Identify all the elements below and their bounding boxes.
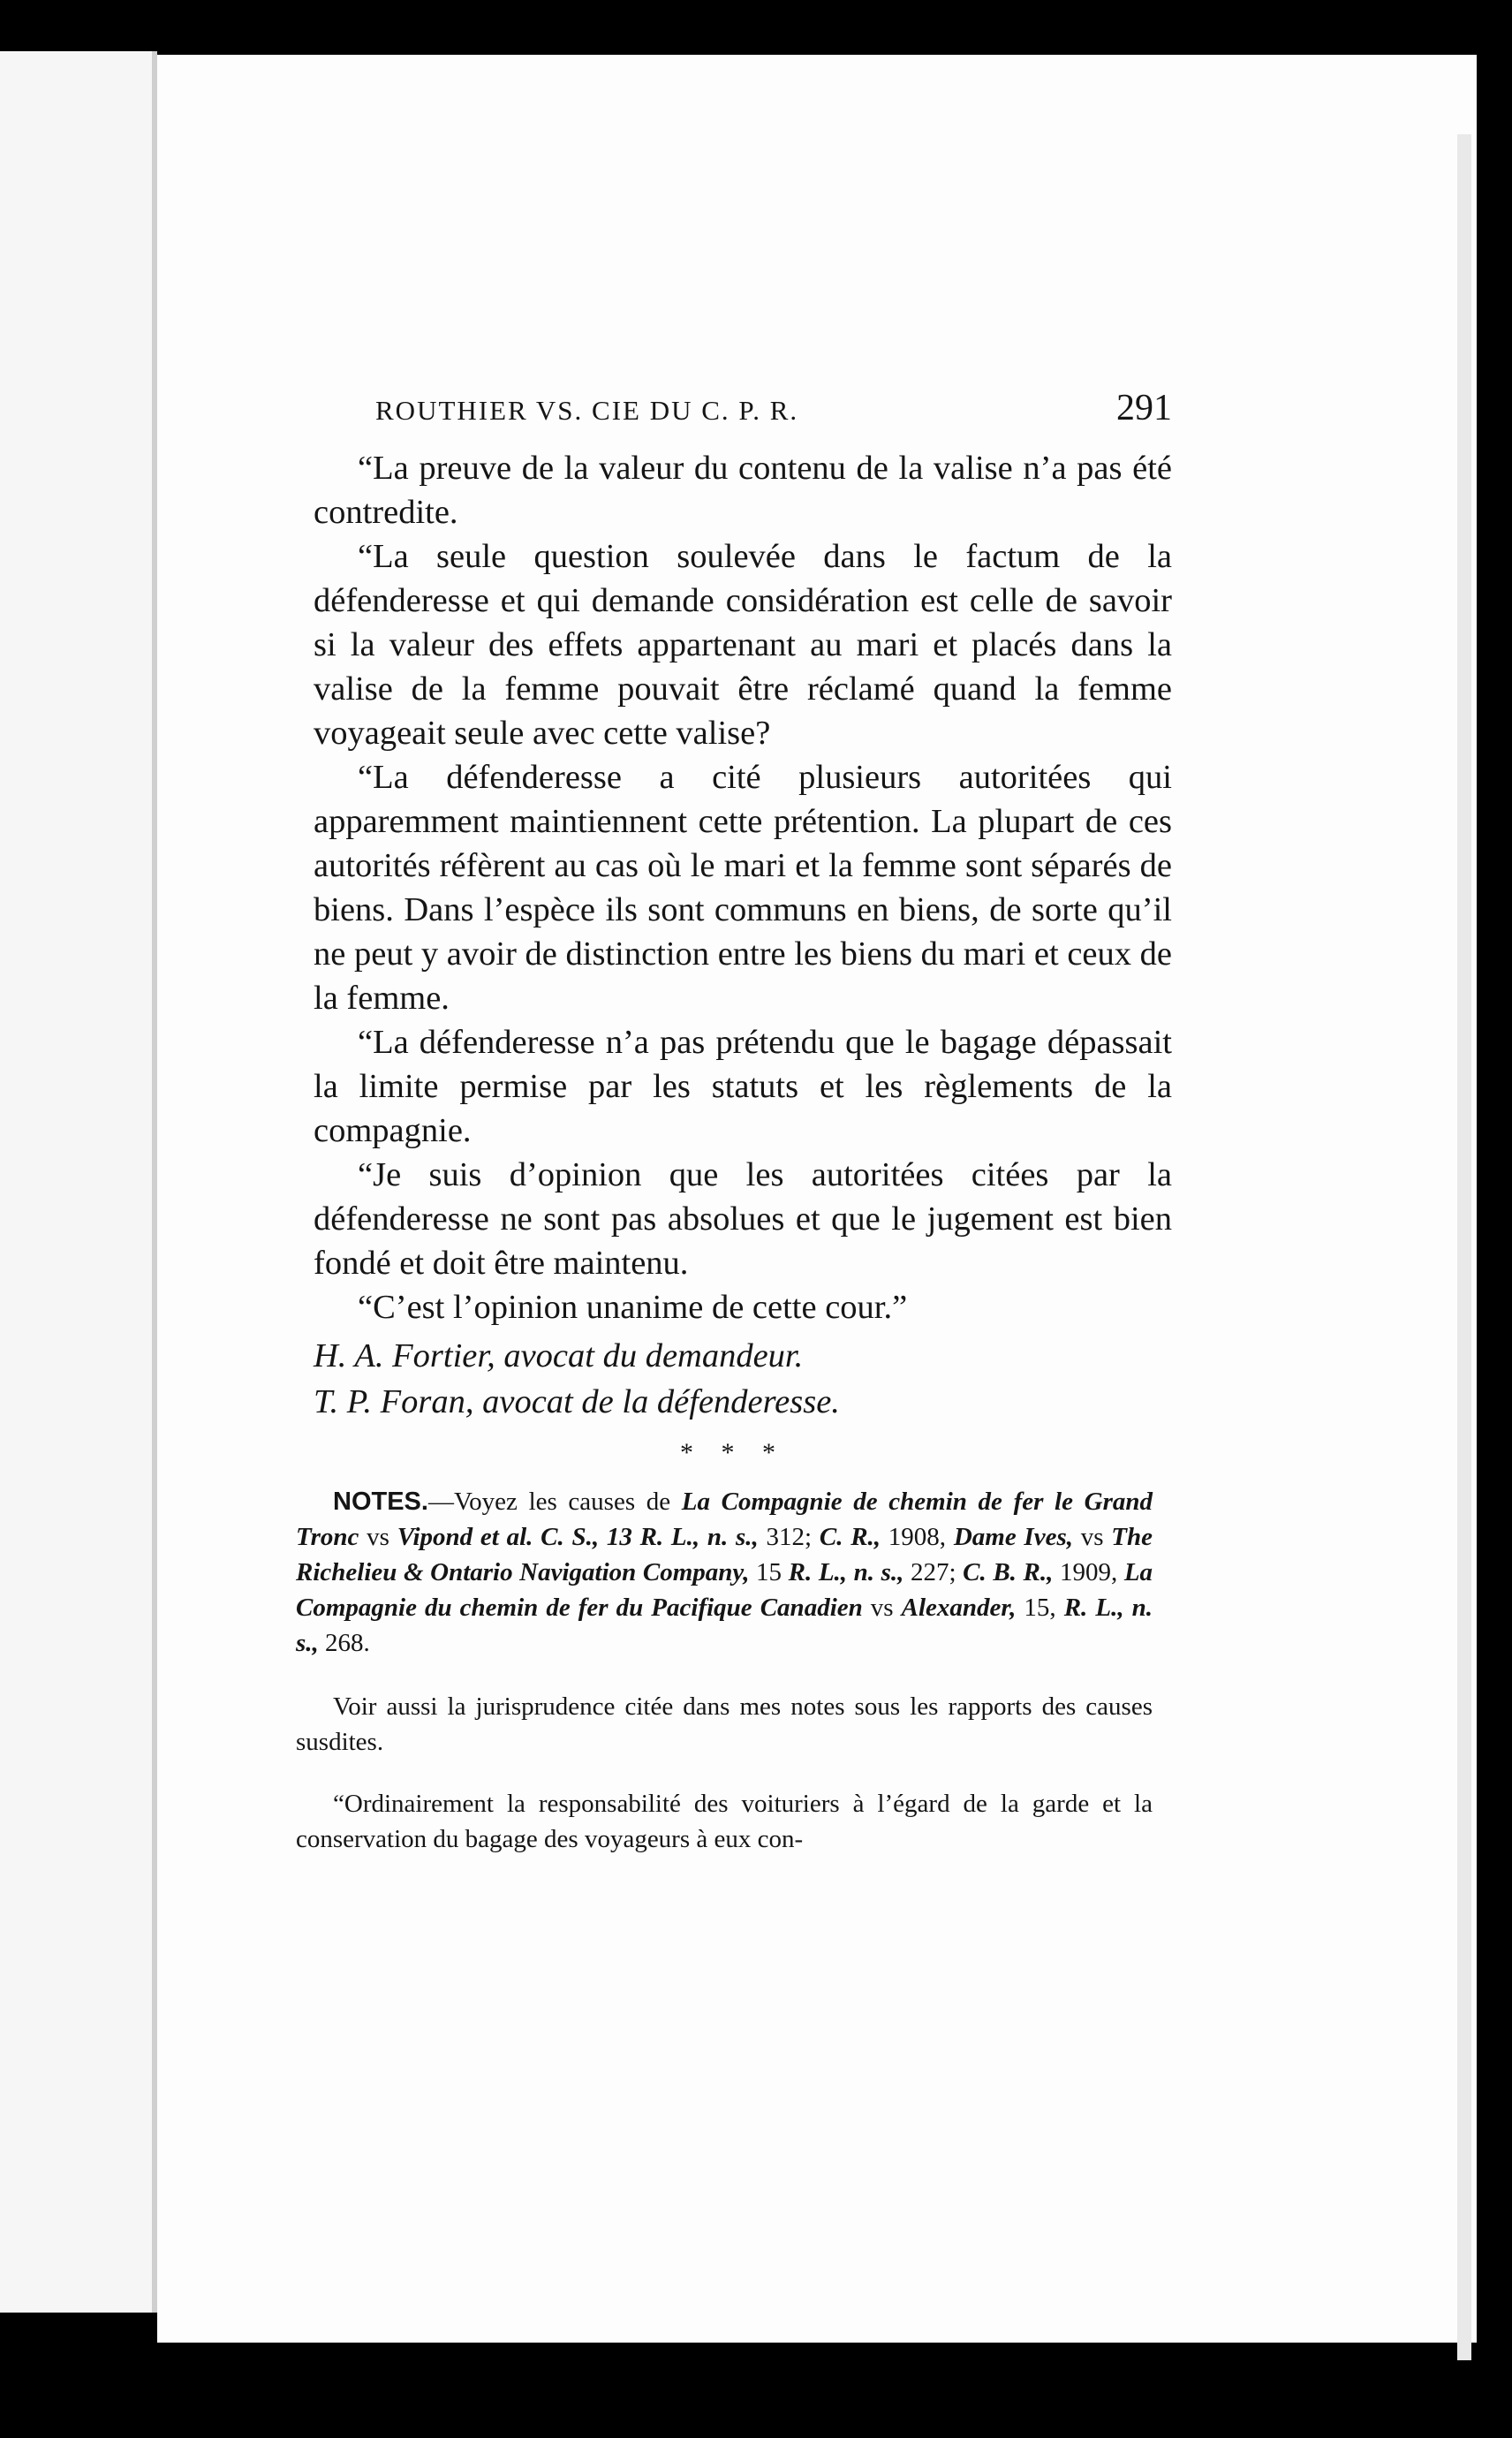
notes-citation: The Richelieu & Ontario Navigation Company, bbox=[296, 1523, 1153, 1586]
notes-text: —Voyez les causes de bbox=[427, 1488, 682, 1516]
notes-text: 227; bbox=[903, 1558, 964, 1586]
running-title: ROUTHIER VS. CIE DU C. P. R. bbox=[375, 395, 799, 426]
paragraph: “La seule question soulevée dans le factum de la défenderesse et qui demande considération est celle de savoir si la valeur des effets appartenant au mari et placés dans la valise de la femme pouvait être réclamé quand la femme voyageait seule avec cette valise? bbox=[314, 538, 1172, 752]
notes-text: vs bbox=[359, 1523, 397, 1551]
notes-paragraph: “Ordinairement la responsabilité des voituriers à l’égard de la garde et la conservation du bagage des voyageurs à eux con- bbox=[296, 1790, 1153, 1853]
notes-label: NOTES. bbox=[333, 1488, 428, 1516]
notes-text: 268. bbox=[318, 1629, 370, 1657]
signature-line: H. A. Fortier, avocat du demandeur. bbox=[314, 1337, 804, 1374]
signature-line: T. P. Foran, avocat de la défenderesse. bbox=[314, 1383, 840, 1420]
notes-text: 312; bbox=[758, 1523, 820, 1551]
notes-citation: La Compagnie du chemin de fer du Pacifique Canadien bbox=[296, 1558, 1153, 1622]
notes-text: vs bbox=[862, 1594, 902, 1622]
left-page-margin bbox=[0, 51, 157, 2313]
notes-text: 15, bbox=[1016, 1594, 1064, 1622]
notes-citation: La Compagnie de chemin de fer le Grand Tronc bbox=[296, 1488, 1153, 1551]
paragraph: “La défenderesse a cité plusieurs autoritées qui apparemment maintiennent cette prétention. La plupart de ces autorités réfèrent au cas où le mari et la femme sont séparés de biens. Dans l’espèce ils sont communs en biens, de sorte qu’il ne peut y avoir de distinction entre les biens du mari et ceux de la femme. bbox=[314, 759, 1172, 1017]
notes-paragraph bbox=[296, 1484, 1153, 1661]
running-header bbox=[375, 387, 1172, 431]
page-number: 291 bbox=[1116, 388, 1172, 428]
section-separator: * * * bbox=[680, 1438, 786, 1467]
paragraph: “La défenderesse n’a pas prétendu que le bagage dépassait la limite permise par les statuts et les règlements de la compagnie. bbox=[314, 1024, 1172, 1149]
notes-citation: Vipond et al. C. S., 13 R. L., n. s., bbox=[397, 1523, 759, 1551]
notes-section bbox=[296, 1484, 1153, 1857]
notes-text: 1909, bbox=[1053, 1558, 1124, 1586]
notes-paragraph: Voir aussi la jurisprudence citée dans mes notes sous les rapports des causes susdites. bbox=[296, 1692, 1153, 1756]
notes-citation: C. B. R., bbox=[963, 1558, 1054, 1586]
notes-text: vs bbox=[1073, 1523, 1112, 1551]
paragraph: “La preuve de la valeur du contenu de la valise n’a pas été contredite. bbox=[314, 450, 1172, 531]
notes-text: 1908, bbox=[881, 1523, 954, 1551]
notes-citation: R. L., n. s., bbox=[788, 1558, 904, 1586]
notes-text: 15 bbox=[749, 1558, 789, 1586]
notes-citation: R. L., n. s., bbox=[296, 1594, 1153, 1657]
notes-citation: C. R., bbox=[819, 1523, 881, 1551]
body-text bbox=[314, 446, 1172, 1425]
signature-block bbox=[314, 1333, 1172, 1425]
notes-citation: Dame Ives, bbox=[953, 1523, 1073, 1551]
paragraph: “C’est l’opinion unanime de cette cour.” bbox=[358, 1289, 908, 1326]
paragraph: “Je suis d’opinion que les autoritées citées par la défenderesse ne sont pas absolues et que le jugement est bien fondé et doit être maintenu. bbox=[314, 1156, 1172, 1282]
notes-citation: Alexander, bbox=[901, 1594, 1017, 1622]
page-edge bbox=[1457, 134, 1471, 2360]
